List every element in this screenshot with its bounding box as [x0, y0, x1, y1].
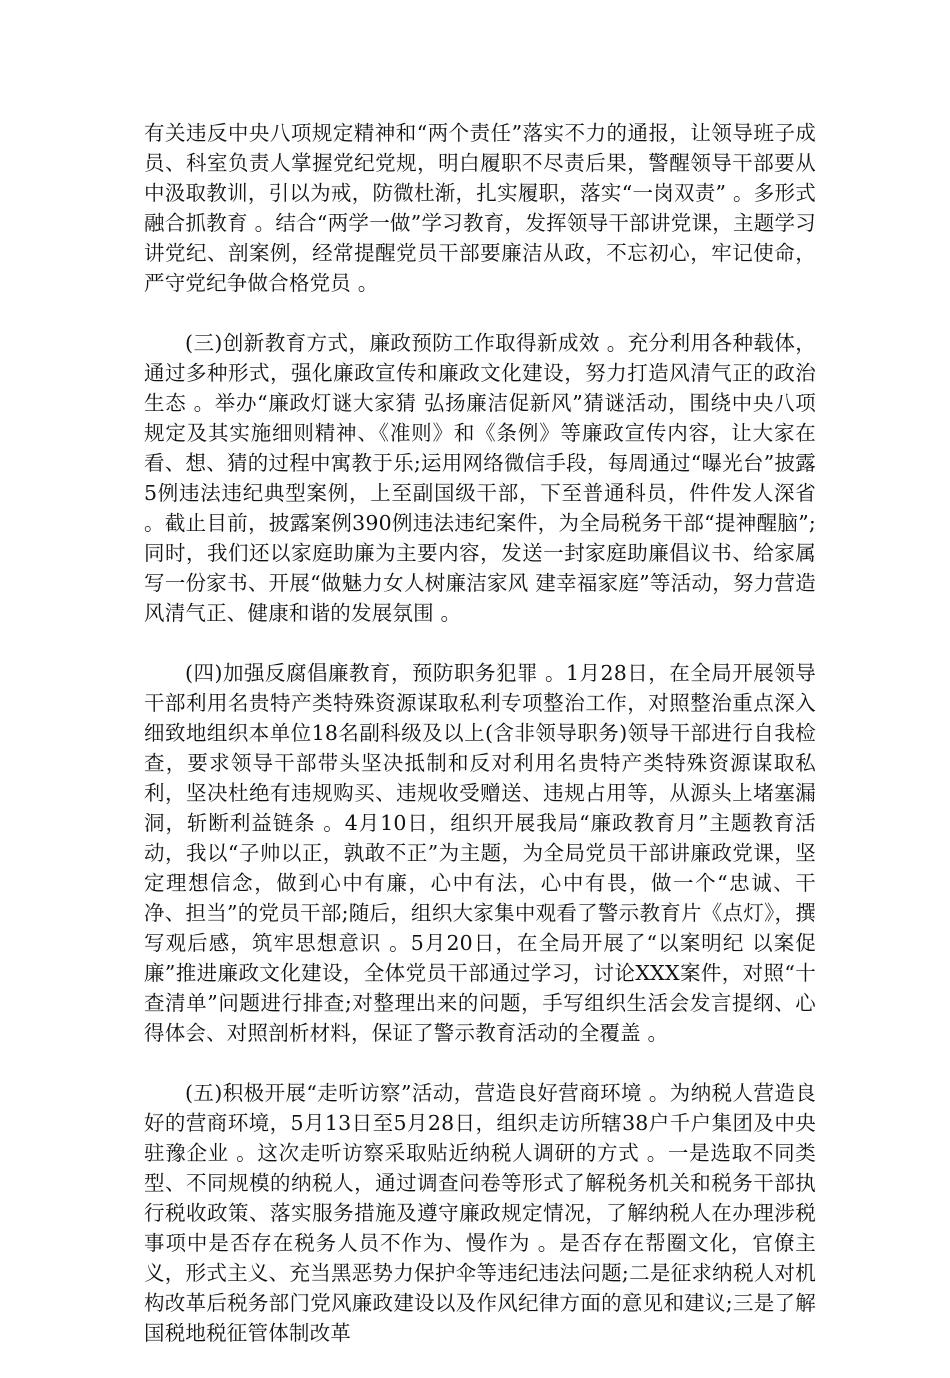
paragraph-section-four: (四)加强反腐倡廉教育，预防职务犯罪 。1月28日，在全局开展领导干部利用名贵特产类特殊资源谋取私利专项整治工作，对照整治重点深入细致地组织本单位18名副科级及以上(含非领导职务)领导干部进行自我检查，要求领导干部带头坚决抵制和反对利用名贵特产类特殊资源谋取私利，坚决杜绝有违规购买、违规收受赠送、违规占用等，从源头上堵塞漏洞，斩断利益链条 。4月10日，组织开展我局“廉政教育月”主题教育活动，我以“子帅以正，孰敢不正”为主题，为全局党员干部讲廉政党课，坚定理想信念，做到心中有廉，心中有法，心中有畏，做一个“忠诚、干净、担当”的党员干部;随后，组织大家集中观看了警示教育片《点灯》，撰写观后感，筑牢思想意识 。5月20日，在全局开展了“以案明纪 以案促廉”推进廉政文化建设，全体党员干部通过学习，讨论XXX案件，对照“十查清单”问题进行排查;对整理出来的问题，手写组织生活会发言提纲、心得体会、对照剖析材料，保证了警示教育活动的全覆盖 。: [144, 661, 816, 1045]
paragraph-accountability-education: 有关违反中央八项规定精神和“两个责任”落实不力的通报，让领导班子成员、科室负责人掌握党纪党规，明白履职不尽责后果，警醒领导干部要从中汲取教训，引以为戒，防微杜渐，扎实履职，落实“一岗双责” 。多形式融合抓教育 。结合“两学一做”学习教育，发挥领导干部讲党课，主题学习讲党纪、剖案例，经常提醒党员干部要廉洁从政，不忘初心，牢记使命，严守党纪争做合格党员 。: [144, 121, 816, 295]
document-body: [144, 118, 823, 1378]
paragraph-section-three: (三)创新教育方式，廉政预防工作取得新成效 。充分利用各种载体，通过多种形式，强化廉政宣传和廉政文化建设，努力打造风清气正的政治生态 。举办“廉政灯谜大家猜 弘扬廉洁促新风”猜谜活动，围绕中央八项规定及其实施细则精神、《准则》和《条例》等廉政宣传内容，让大家在看、想、猜的过程中寓教于乐;运用网络微信手段，每周通过“曝光台”披露5例违法违纪典型案例，上至副国级干部，下至普通科员，件件发人深省 。截止目前，披露案例390例违法违纪案件，为全局税务干部“提神醒脑”;同时，我们还以家庭助廉为主要内容，发送一封家庭助廉倡议书、给家属写一份家书、开展“做魅力女人树廉洁家风 建幸福家庭”等活动，努力营造风清气正、健康和谐的发展氛围 。: [144, 331, 823, 625]
paragraph-section-five: (五)积极开展“走听访察”活动，营造良好营商环境 。为纳税人营造良好的营商环境，5月13日至5月28日，组织走访所辖38户千户集团及中央驻豫企业 。这次走听访察采取贴近纳税人调研的方式 。一是选取不同类型、不同规模的纳税人，通过调查问卷等形式了解税务机关和税务干部执行税收政策、落实服务措施及遵守廉政规定情况，了解纳税人在办理涉税事项中是否存在税务人员不作为、慢作为 。是否存在帮圈文化，官僚主义，形式主义、充当黑恶势力保护伞等违纪违法问题;二是征求纳税人对机构改革后税务部门党风廉政建设以及作风纪律方面的意见和建议;三是了解国税地税征管体制改革: [144, 1081, 816, 1345]
